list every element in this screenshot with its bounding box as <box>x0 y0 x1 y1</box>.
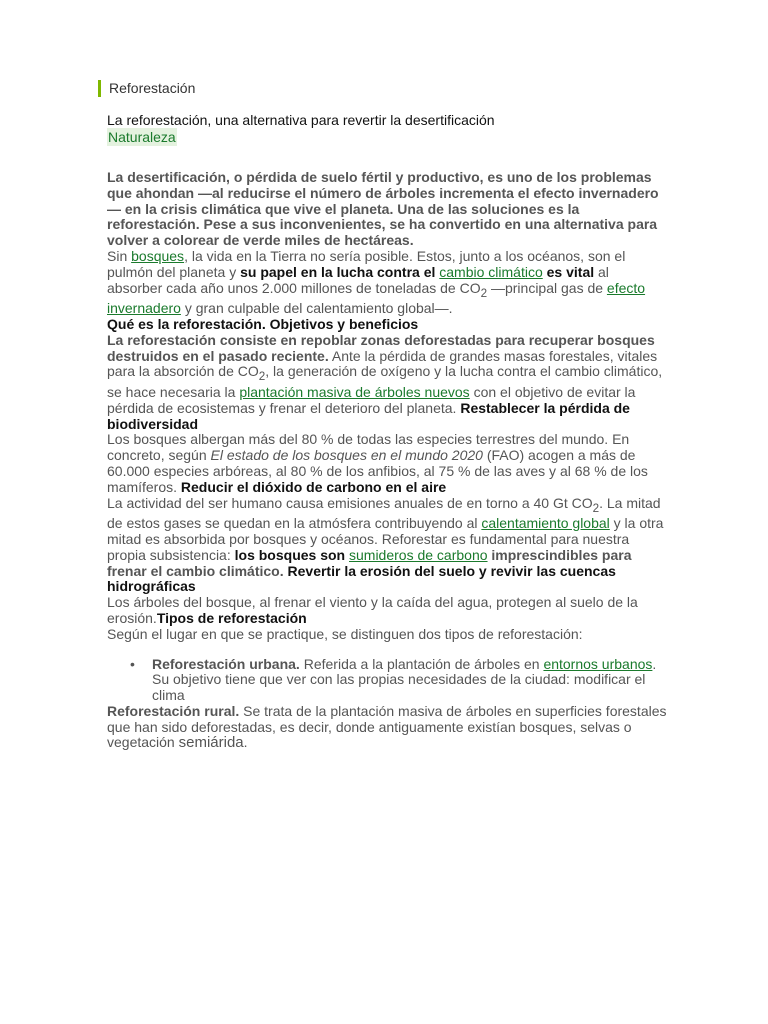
link-calentamiento-global[interactable]: calentamiento global <box>481 515 610 532</box>
text-span: , la generación de oxígeno y la lucha contra el cambio climático, se hace necesaria la <box>107 363 663 400</box>
article-headline: La reforestación, una alternativa para revertir la desertificación <box>107 112 495 128</box>
bold-span: Reforestación rural. <box>107 702 240 719</box>
text-span: (FAO) acogen a más de 60.000 especies arbóreas, al 80 % de los anfibios, al 75 % de las aves y al 68 % de los mamíferos. <box>107 447 648 495</box>
category-tag[interactable]: Naturaleza <box>108 129 176 145</box>
heading-erosion: Revertir la erosión del suelo y revivir las cuencas hidrográficas <box>107 562 616 595</box>
text-span: y gran culpable del calentamiento global—. <box>180 300 453 317</box>
text-span: Ante la pérdida de grandes masas forestales, vitales para la absorción de CO <box>107 347 658 380</box>
bold-span: es vital <box>542 263 595 280</box>
text-span: y la otra mitad es absorbida por bosques y océanos. Reforestar es fundamental para nuestra propia subsistencia: <box>107 515 664 563</box>
link-bosques[interactable]: bosques <box>131 247 185 264</box>
text-span: . Su objetivo tiene que ver con las propias necesidades de la ciudad: modificar el clima <box>152 655 657 704</box>
link-sumideros-carbono[interactable]: sumideros de carbono <box>349 546 488 563</box>
text-span: Se trata de la plantación masiva de árboles en superficies forestales que han sido deforestadas, es decir, donde antiguamente existían bosques, selvas o vegetación <box>107 702 667 751</box>
text-span: Los bosques albergan más del 80 % de todas las especies terrestres del mundo. En concreto, según <box>107 431 630 464</box>
link-entornos-urbanos[interactable]: entornos urbanos <box>543 655 653 672</box>
italic-title: El estado de los bosques en el mundo 2020 <box>210 447 483 464</box>
paragraph-arboles-bosque <box>107 595 667 627</box>
text-span: semiárida <box>178 734 244 752</box>
heading-tipos: Tipos de reforestación <box>156 609 307 626</box>
paragraph-segun-lugar: Según el lugar en que se practique, se distinguen dos tipos de reforestación: <box>107 625 583 642</box>
list-item <box>130 655 667 704</box>
text-span: . La mitad de estos gases se quedan en la atmósfera contribuyendo al <box>107 494 661 532</box>
paragraph-reforestacion-rural <box>107 704 667 751</box>
paragraph-actividad-humana <box>107 496 667 596</box>
text-span: al absorber cada año unos 2.000 millones de toneladas de CO <box>107 263 609 296</box>
reforestation-types-list <box>107 657 667 704</box>
section-tag: Reforestación <box>98 80 195 97</box>
paragraph-bosques-albergan <box>107 432 667 495</box>
text-span: Sin <box>107 247 132 264</box>
text-span: La actividad del ser humano causa emisiones anuales de en torno a 40 Gt CO <box>107 494 593 511</box>
bold-span: Reforestación urbana. <box>152 655 300 672</box>
text-span: con el objetivo de evitar la pérdida de ecosistemas y frenar el deterioro del planeta. <box>107 383 636 416</box>
text-span: , la vida en la Tierra no sería posible. Estos, junto a los océanos, son el pulmón del planeta y <box>107 247 626 280</box>
article-body <box>107 170 667 751</box>
bold-span: imprescindibles para frenar el cambio climático. <box>107 546 632 579</box>
lead-paragraph: La desertificación, o pérdida de suelo fértil y productivo, es uno de los problemas que ahondan —al reducirse el número de árboles incrementa el efecto invernadero— en la crisis climática que vive el planeta. Una de las soluciones es la reforestación. Pese a sus inconvenientes, se ha convertido en una alternativa para volver a colorear de verde miles de hectáreas. <box>107 169 659 249</box>
link-cambio-climatico[interactable]: cambio climático <box>439 263 543 280</box>
subscript: 2 <box>480 286 488 300</box>
link-efecto-invernadero[interactable]: efecto invernadero <box>107 279 646 317</box>
bold-span: su papel en la lucha contra el <box>240 263 440 280</box>
text-span: —principal gas de <box>487 279 607 296</box>
link-plantacion-masiva[interactable]: plantación masiva de árboles nuevos <box>239 383 470 400</box>
paragraph-sin-bosques <box>107 249 667 317</box>
heading-biodiversidad: Restablecer la pérdida de biodiversidad <box>107 399 630 432</box>
heading-que-es: Qué es la reforestación. Objetivos y beneficios <box>107 315 419 332</box>
subscript: 2 <box>592 501 600 515</box>
heading-dioxido-carbono: Reducir el dióxido de carbono en el aire <box>180 478 447 495</box>
bold-span: los bosques son <box>234 546 349 563</box>
paragraph-reforestacion-consiste <box>107 333 667 433</box>
bullet-icon: • <box>130 655 135 672</box>
subscript: 2 <box>258 370 266 384</box>
text-span: Referida a la plantación de árboles en <box>299 655 544 672</box>
bold-span: La reforestación consiste en repoblar zonas deforestadas para recuperar bosques destruidos en el pasado reciente. <box>107 331 655 364</box>
text-span: Los árboles del bosque, al frenar el viento y la caída del agua, protegen al suelo de la erosión. <box>107 594 638 626</box>
text-span: . <box>243 734 248 751</box>
